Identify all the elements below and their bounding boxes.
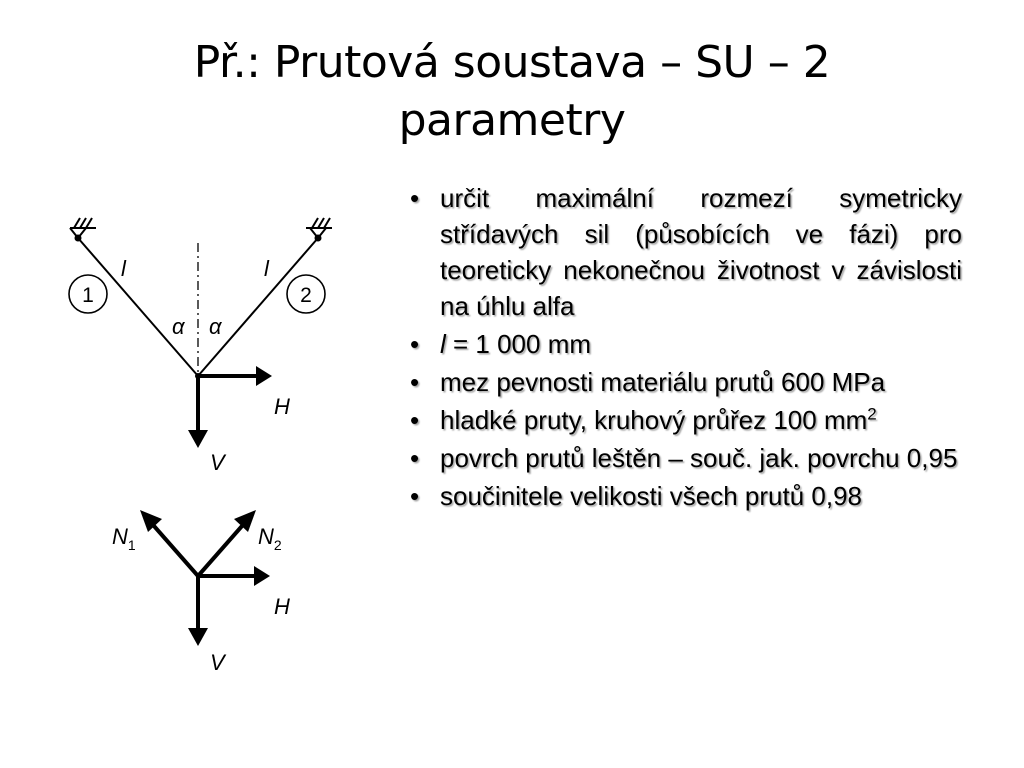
bullet-cross-section (410, 402, 962, 438)
bullet-strength (410, 364, 962, 400)
right-support-icon (306, 218, 332, 242)
parameter-list (410, 180, 962, 516)
bottom-force-v-arrowhead-icon (188, 628, 208, 646)
bar-2-number: 2 (300, 284, 312, 307)
bullet-text: součinitele velikosti všech prutů 0,98 (440, 481, 863, 511)
bottom-force-h-arrowhead-icon (254, 566, 270, 586)
bar-1-number: 1 (82, 284, 94, 307)
bullet-surface (410, 440, 962, 476)
bullet-length-symbol: l (440, 329, 446, 359)
bottom-diagram (112, 510, 290, 675)
bullet-task (410, 180, 962, 324)
n2-label: $N_2$ (258, 524, 282, 553)
bullet-superscript: 2 (867, 404, 877, 424)
bullet-text: určit maximální rozmezí symetricky střídavých sil (působících ve fázi) pro teoreticky nekonečnou životnost v závislosti na úhlu alfa (440, 183, 962, 321)
length-label-left: l (121, 256, 126, 281)
n1-label: $N_1$ (112, 524, 136, 553)
bullet-text: mez pevnosti materiálu prutů 600 MPa (440, 367, 886, 397)
angle-label-right: α (209, 314, 222, 339)
force-v-arrowhead-icon (188, 430, 208, 448)
length-label-right: l (264, 256, 269, 281)
force-h-arrowhead-icon (256, 366, 272, 386)
top-diagram (69, 218, 332, 475)
bullet-text: povrch prutů leštěn – souč. jak. povrchu 0,95 (440, 443, 958, 473)
bullet-text: = 1 000 mm (445, 329, 592, 359)
bottom-force-h-label: H (274, 594, 290, 619)
force-v-label: V (210, 450, 225, 475)
force-h-label: H (274, 394, 290, 419)
title-line-1: Př.: Prutová soustava – SU – 2 (193, 37, 831, 88)
bottom-force-v-label: V (210, 650, 225, 675)
left-support-icon (70, 218, 96, 242)
n1-arrow (154, 526, 198, 576)
bullet-text: hladké pruty, kruhový průřez 100 mm (440, 405, 868, 435)
bullet-size-factor (410, 478, 962, 514)
n2-arrow (198, 526, 242, 576)
bullet-length (410, 326, 962, 362)
angle-label-left: α (172, 314, 185, 339)
title-line-2: parametry (398, 95, 626, 146)
